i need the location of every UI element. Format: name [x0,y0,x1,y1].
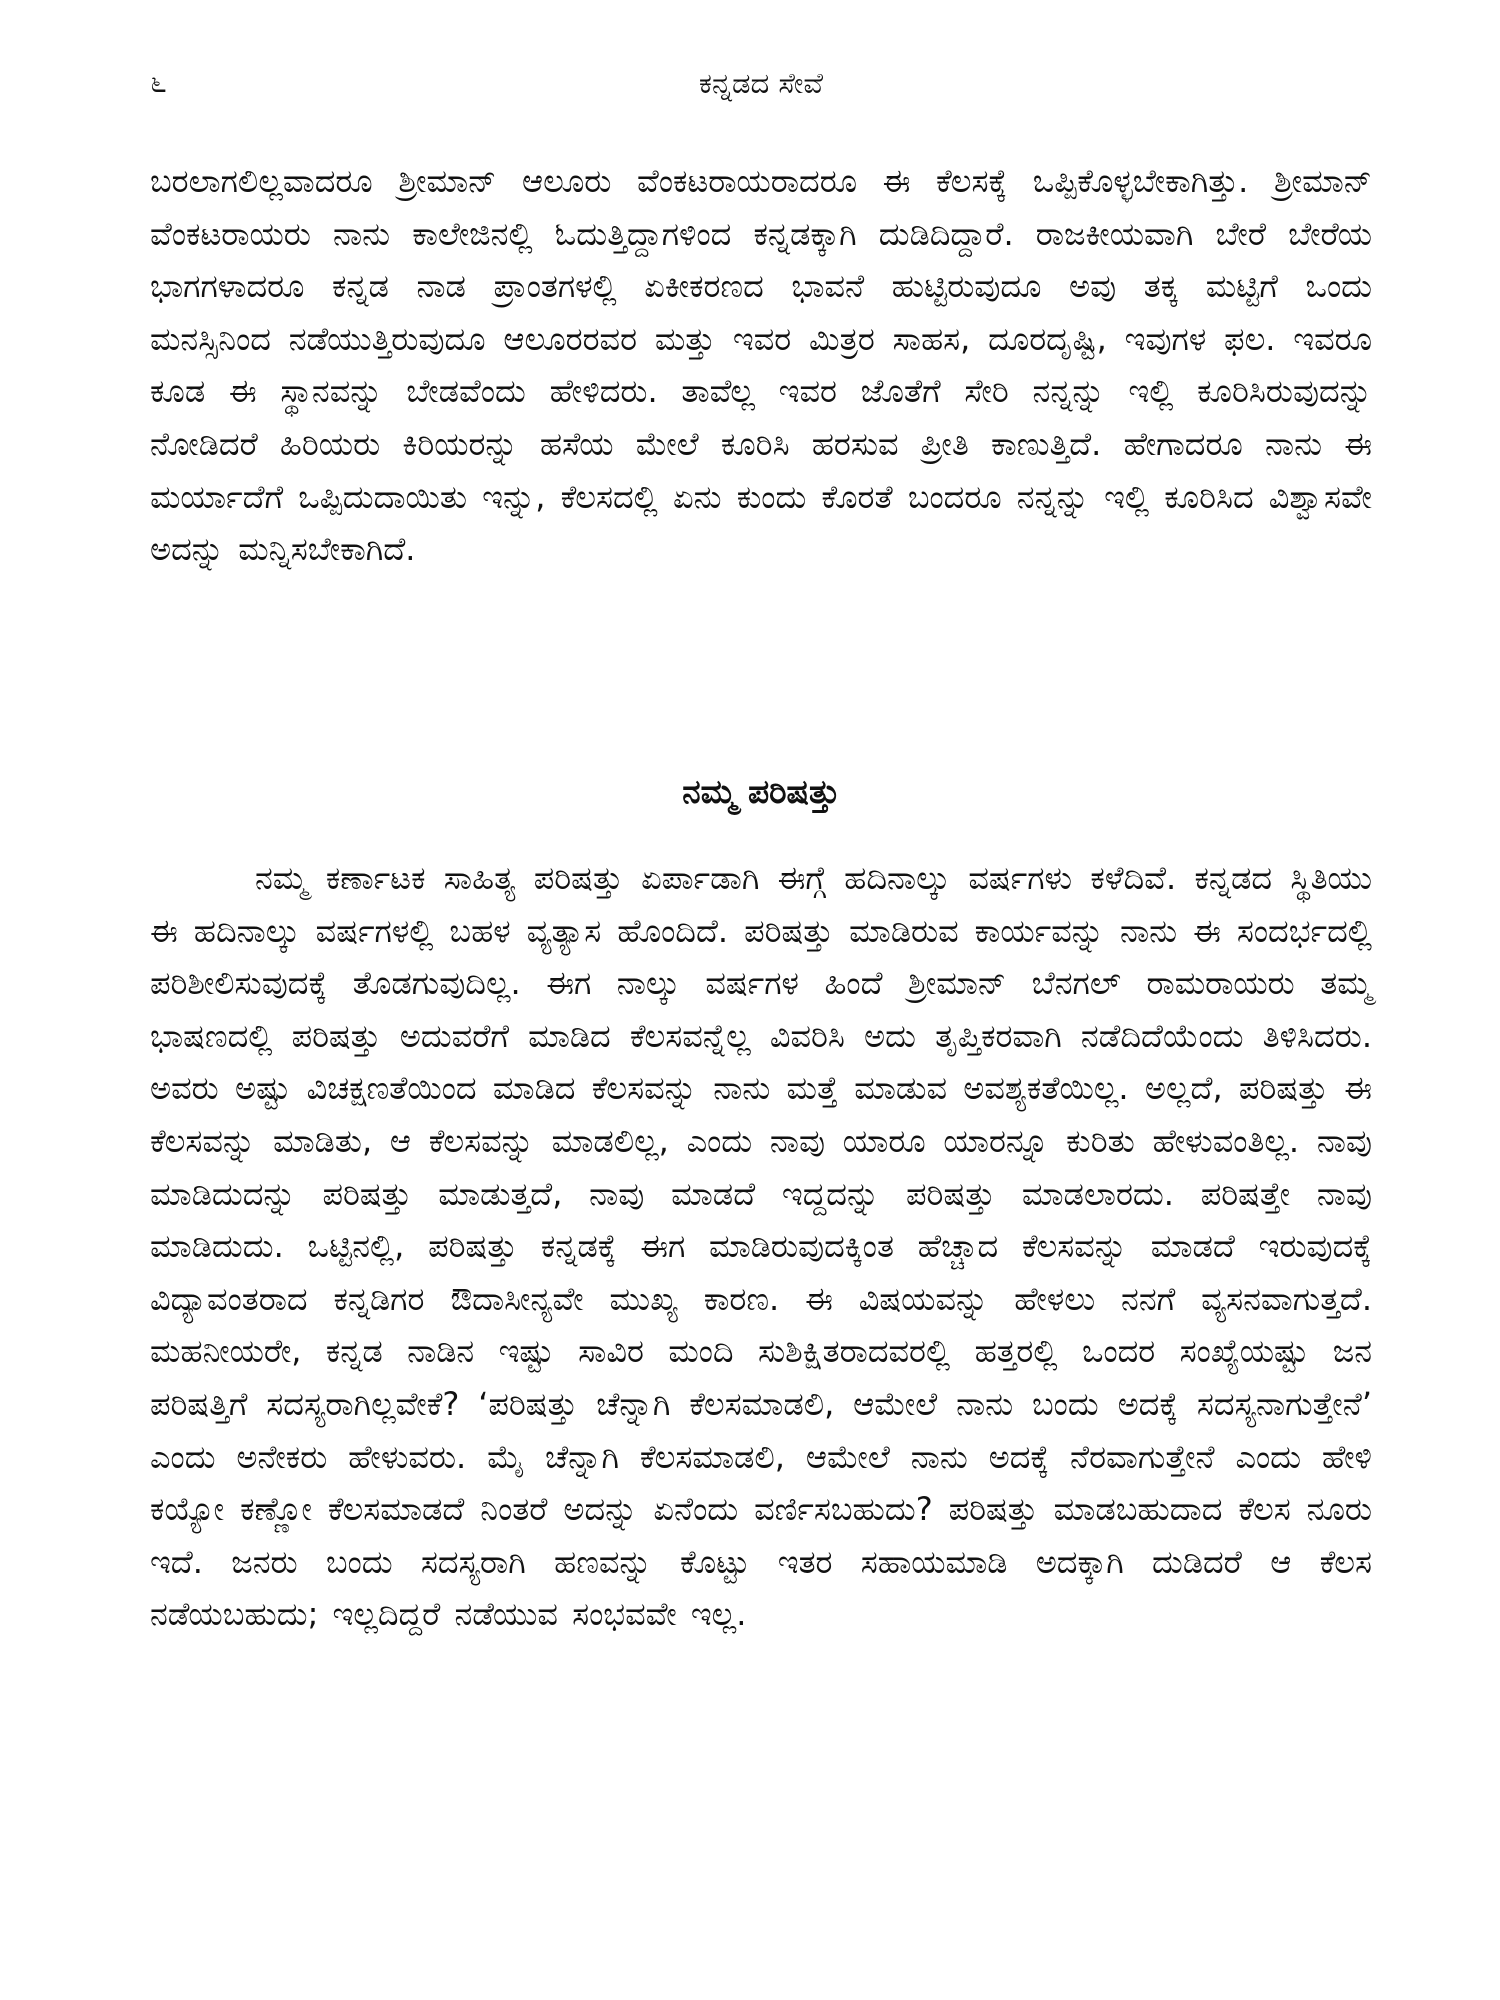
page-number: ೬ [150,65,167,100]
section-heading: ನಮ್ಮ ಪರಿಷತ್ತು [682,772,840,811]
section-paragraph: ನಮ್ಮ ಕರ್ಣಾಟಕ ಸಾಹಿತ್ಯ ಪರಿಷತ್ತು ಏರ್ಪಾಡಾಗಿ ಈಗ್ಗೆ ಹದಿನಾಲ್ಕು ವರ್ಷಗಳು ಕಳೆದಿವೆ. ಕನ್ನಡದ ಸ್ಥಿತಿಯು ಈ ಹದಿನಾಲ್ಕು ವರ್ಷಗಳಲ್ಲಿ ಬಹಳ ವ್ಯತ್ಯಾಸ ಹೊಂದಿದೆ. ಪರಿಷತ್ತು ಮಾಡಿರುವ ಕಾರ್ಯವನ್ನು ನಾನು ಈ ಸಂದರ್ಭದಲ್ಲಿ ಪರಿಶೀಲಿಸುವುದಕ್ಕೆ ತೊಡಗುವುದಿಲ್ಲ. ಈಗ ನಾಲ್ಕು ವರ್ಷಗಳ ಹಿಂದೆ ಶ್ರೀಮಾನ್ ಬೆನಗಲ್ ರಾಮರಾಯರು ತಮ್ಮ ಭಾಷಣದಲ್ಲಿ ಪರಿಷತ್ತು ಅದುವರೆಗೆ ಮಾಡಿದ ಕೆಲಸವನ್ನೆಲ್ಲ ವಿವರಿಸಿ ಅದು ತೃಪ್ತಿಕರವಾಗಿ ನಡೆದಿದೆಯೆಂದು ತಿಳಿಸಿದರು. ಅವರು ಅಷ್ಟು ವಿಚಕ್ಷಣತೆಯಿಂದ ಮಾಡಿದ ಕೆಲಸವನ್ನು ನಾನು ಮತ್ತೆ ಮಾಡುವ ಅವಶ್ಯಕತೆಯಿಲ್ಲ. ಅಲ್ಲದೆ, ಪರಿಷತ್ತು ಈ ಕೆಲಸವನ್ನು ಮಾಡಿತು, ಆ ಕೆಲಸವನ್ನು ಮಾಡಲಿಲ್ಲ, ಎಂದು ನಾವು ಯಾರೂ ಯಾರನ್ನೂ ಕುರಿತು ಹೇಳುವಂತಿಲ್ಲ. ನಾವು ಮಾಡಿದುದನ್ನು ಪರಿಷತ್ತು ಮಾಡುತ್ತದೆ, ನಾವು ಮಾಡದೆ ಇದ್ದದನ್ನು ಪರಿಷತ್ತು ಮಾಡಲಾರದು. ಪರಿಷತ್ತೇ ನಾವು ಮಾಡಿದುದು. ಒಟ್ಟಿನಲ್ಲಿ, ಪರಿಷತ್ತು ಕನ್ನಡಕ್ಕೆ ಈಗ ಮಾಡಿರುವುದಕ್ಕಿಂತ ಹೆಚ್ಚಾದ ಕೆಲಸವನ್ನು ಮಾಡದೆ ಇರುವುದಕ್ಕೆ ವಿದ್ಯಾವಂತರಾದ ಕನ್ನಡಿಗರ ಔದಾಸೀನ್ಯವೇ ಮುಖ್ಯ ಕಾರಣ. ಈ ವಿಷಯವನ್ನು ಹೇಳಲು ನನಗೆ ವ್ಯಸನವಾಗುತ್ತದೆ. ಮಹನೀಯರೇ, ಕನ್ನಡ ನಾಡಿನ ಇಷ್ಟು ಸಾವಿರ ಮಂದಿ ಸುಶಿಕ್ಷಿತರಾದವರಲ್ಲಿ ಹತ್ತರಲ್ಲಿ ಒಂದರ ಸಂಖ್ಯೆಯಷ್ಟು ಜನ ಪರಿಷತ್ತಿಗೆ ಸದಸ್ಯರಾಗಿಲ್ಲವೇಕೆ? ‘ಪರಿಷತ್ತು ಚೆನ್ನಾಗಿ ಕೆಲಸಮಾಡಲಿ, ಆಮೇಲೆ ನಾನು ಬಂದು ಅದಕ್ಕೆ ಸದಸ್ಯನಾಗುತ್ತೇನೆ’ ಎಂದು ಅನೇಕರು ಹೇಳುವರು. ಮೈ ಚೆನ್ನಾಗಿ ಕೆಲಸಮಾಡಲಿ, ಆಮೇಲೆ ನಾನು ಅದಕ್ಕೆ ನೆರವಾಗುತ್ತೇನೆ ಎಂದು ಹೇಳಿ ಕಯ್ಯೋ ಕಣ್ಣೋ ಕೆಲಸಮಾಡದೆ ನಿಂತರೆ ಅದನ್ನು ಏನೆಂದು ವರ್ಣಿಸಬಹುದು? ಪರಿಷತ್ತು ಮಾಡಬಹುದಾದ ಕೆಲಸ ನೂರು ಇದೆ. ಜನರು ಬಂದು ಸದಸ್ಯರಾಗಿ ಹಣವನ್ನು ಕೊಟ್ಟು ಇತರ ಸಹಾಯಮಾಡಿ ಅದಕ್ಕಾಗಿ ದುಡಿದರೆ ಆ ಕೆಲಸ ನಡೆಯಬಹುದು; ಇಲ್ಲದಿದ್ದರೆ ನಡೆಯುವ ಸಂಭವವೇ ಇಲ್ಲ. [150,859,1372,1634]
running-title: ಕನ್ನಡದ ಸೇವೆ [698,66,824,100]
page-header [150,58,1372,108]
continuation-paragraph: ಬರಲಾಗಲಿಲ್ಲವಾದರೂ ಶ್ರೀಮಾನ್ ಆಲೂರು ವೆಂಕಟರಾಯರಾದರೂ ಈ ಕೆಲಸಕ್ಕೆ ಒಪ್ಪಿಕೊಳ್ಳಬೇಕಾಗಿತ್ತು. ಶ್ರೀಮಾನ್ ವೆಂಕಟರಾಯರು ನಾನು ಕಾಲೇಜಿನಲ್ಲಿ ಓದುತ್ತಿದ್ದಾಗಳಿಂದ ಕನ್ನಡಕ್ಕಾಗಿ ದುಡಿದಿದ್ದಾರೆ. ರಾಜಕೀಯವಾಗಿ ಬೇರೆ ಬೇರೆಯ ಭಾಗಗಳಾದರೂ ಕನ್ನಡ ನಾಡ ಪ್ರಾಂತಗಳಲ್ಲಿ ಏಕೀಕರಣದ ಭಾವನೆ ಹುಟ್ಟಿರುವುದೂ ಅವು ತಕ್ಕ ಮಟ್ಟಿಗೆ ಒಂದು ಮನಸ್ಸಿನಿಂದ ನಡೆಯುತ್ತಿರುವುದೂ ಆಲೂರರವರ ಮತ್ತು ಇವರ ಮಿತ್ರರ ಸಾಹಸ, ದೂರದೃಷ್ಟಿ, ಇವುಗಳ ಫಲ. ಇವರೂ ಕೂಡ ಈ ಸ್ಥಾನವನ್ನು ಬೇಡವೆಂದು ಹೇಳಿದರು. ತಾವೆಲ್ಲ ಇವರ ಜೊತೆಗೆ ಸೇರಿ ನನ್ನನ್ನು ಇಲ್ಲಿ ಕೂರಿಸಿರುವುದನ್ನು ನೋಡಿದರೆ ಹಿರಿಯರು ಕಿರಿಯರನ್ನು ಹಸೆಯ ಮೇಲೆ ಕೂರಿಸಿ ಹರಸುವ ಪ್ರೀತಿ ಕಾಣುತ್ತಿದೆ. ಹೇಗಾದರೂ ನಾನು ಈ ಮರ್ಯಾದೆಗೆ ಒಪ್ಪಿದುದಾಯಿತು ಇನ್ನು, ಕೆಲಸದಲ್ಲಿ ಏನು ಕುಂದು ಕೊರತೆ ಬಂದರೂ ನನ್ನನ್ನು ಇಲ್ಲಿ ಕೂರಿಸಿದ ವಿಶ್ವಾಸವೇ ಅದನ್ನು ಮನ್ನಿಸಬೇಕಾಗಿದೆ. [150,162,1372,569]
